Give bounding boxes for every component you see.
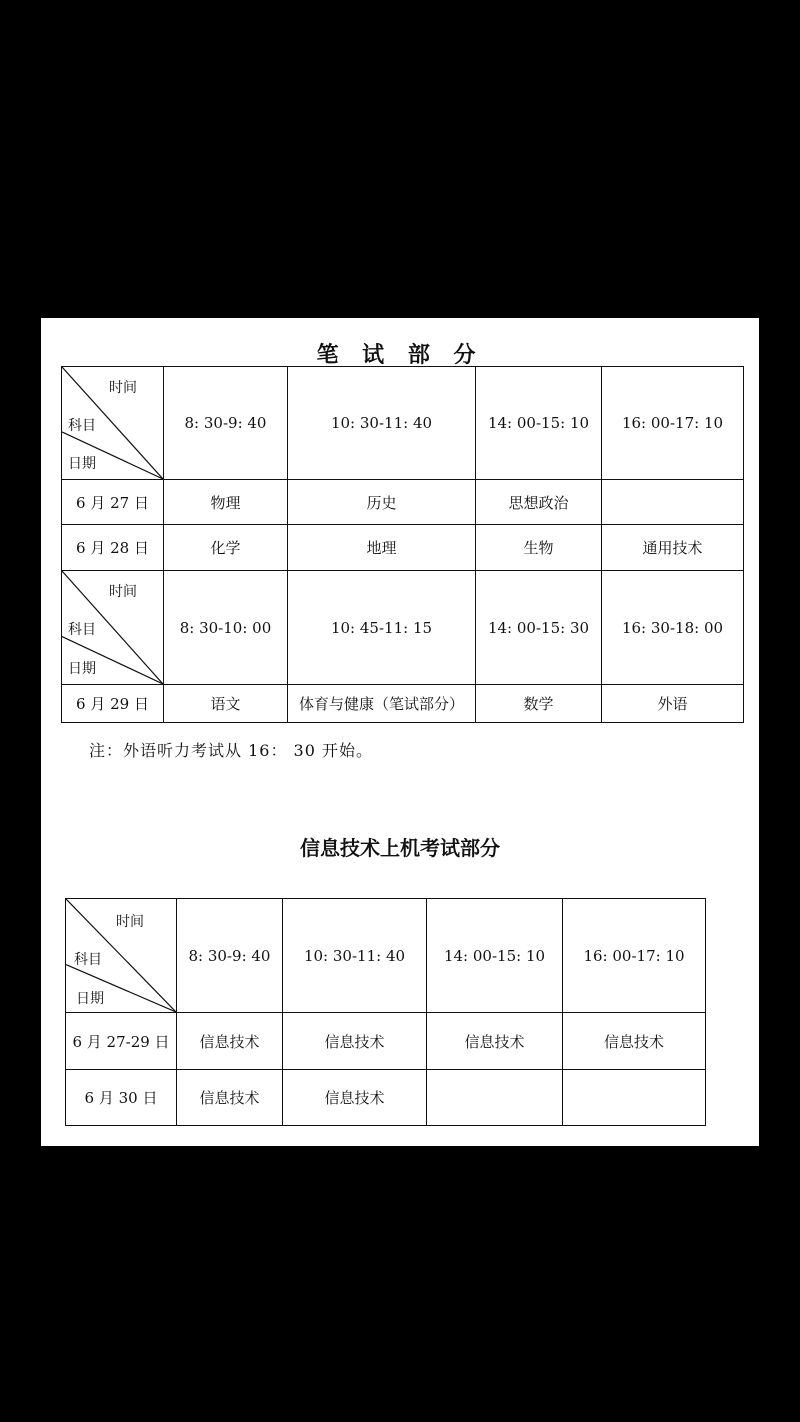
diagonal-header-cell xyxy=(66,899,177,1013)
subject-cell: 外语 xyxy=(602,685,744,723)
computer-exam-table xyxy=(65,898,706,1126)
time-slot: 10: 45-11: 15 xyxy=(288,571,476,685)
subject-cell: 体育与健康（笔试部分） xyxy=(288,685,476,723)
time-slot: 14: 00-15: 30 xyxy=(476,571,602,685)
subject-cell: 数学 xyxy=(476,685,602,723)
subject-cell: 信息技术 xyxy=(283,1013,427,1070)
date-cell: 6 月 29 日 xyxy=(62,685,164,723)
header-row-2 xyxy=(62,571,744,685)
date-cell: 6 月 30 日 xyxy=(66,1070,177,1126)
time-slot: 16: 00-17: 10 xyxy=(602,367,744,480)
subject-cell: 地理 xyxy=(288,525,476,571)
time-slot: 8: 30-9: 40 xyxy=(177,899,283,1013)
date-cell: 6 月 27 日 xyxy=(62,480,164,525)
subject-cell: 信息技术 xyxy=(427,1013,563,1070)
subject-cell: 信息技术 xyxy=(283,1070,427,1126)
subject-cell xyxy=(427,1070,563,1126)
header-row xyxy=(66,899,706,1013)
time-slot: 14: 00-15: 10 xyxy=(476,367,602,480)
time-slot: 10: 30-11: 40 xyxy=(288,367,476,480)
subject-cell: 思想政治 xyxy=(476,480,602,525)
subject-cell: 历史 xyxy=(288,480,476,525)
subject-cell: 语文 xyxy=(164,685,288,723)
header-label-time: 时间 xyxy=(109,380,137,396)
time-slot: 16: 00-17: 10 xyxy=(563,899,706,1013)
date-cell: 6 月 27-29 日 xyxy=(66,1013,177,1070)
time-slot: 10: 30-11: 40 xyxy=(283,899,427,1013)
diagonal-header-cell xyxy=(62,571,164,685)
computer-exam-title: 信息技术上机考试部分 xyxy=(300,836,500,860)
header-label-date: 日期 xyxy=(68,456,96,472)
diagonal-header-cell xyxy=(62,367,164,480)
header-label-date: 日期 xyxy=(76,991,104,1007)
table-row xyxy=(66,1013,706,1070)
time-slot: 14: 00-15: 10 xyxy=(427,899,563,1013)
subject-cell: 物理 xyxy=(164,480,288,525)
header-label-subject: 科目 xyxy=(68,622,96,638)
subject-cell: 生物 xyxy=(476,525,602,571)
time-slot: 16: 30-18: 00 xyxy=(602,571,744,685)
subject-cell: 通用技术 xyxy=(602,525,744,571)
time-slot: 8: 30-10: 00 xyxy=(164,571,288,685)
subject-cell xyxy=(602,480,744,525)
subject-cell: 化学 xyxy=(164,525,288,571)
header-label-time: 时间 xyxy=(116,914,144,930)
listening-test-note: 注：外语听力考试从 16： 30 开始。 xyxy=(89,741,373,760)
subject-cell: 信息技术 xyxy=(177,1013,283,1070)
document-page xyxy=(41,318,759,1146)
header-label-time: 时间 xyxy=(109,584,137,600)
table-row xyxy=(62,525,744,571)
table-row xyxy=(66,1070,706,1126)
header-row-1 xyxy=(62,367,744,480)
table-row xyxy=(62,685,744,723)
written-exam-title: 笔 试 部 分 xyxy=(316,342,484,368)
header-label-subject: 科目 xyxy=(68,418,96,434)
subject-cell: 信息技术 xyxy=(177,1070,283,1126)
subject-cell xyxy=(563,1070,706,1126)
header-label-date: 日期 xyxy=(68,661,96,677)
table-row xyxy=(62,480,744,525)
subject-cell: 信息技术 xyxy=(563,1013,706,1070)
time-slot: 8: 30-9: 40 xyxy=(164,367,288,480)
date-cell: 6 月 28 日 xyxy=(62,525,164,571)
header-label-subject: 科目 xyxy=(74,952,102,968)
written-exam-table xyxy=(61,366,744,723)
